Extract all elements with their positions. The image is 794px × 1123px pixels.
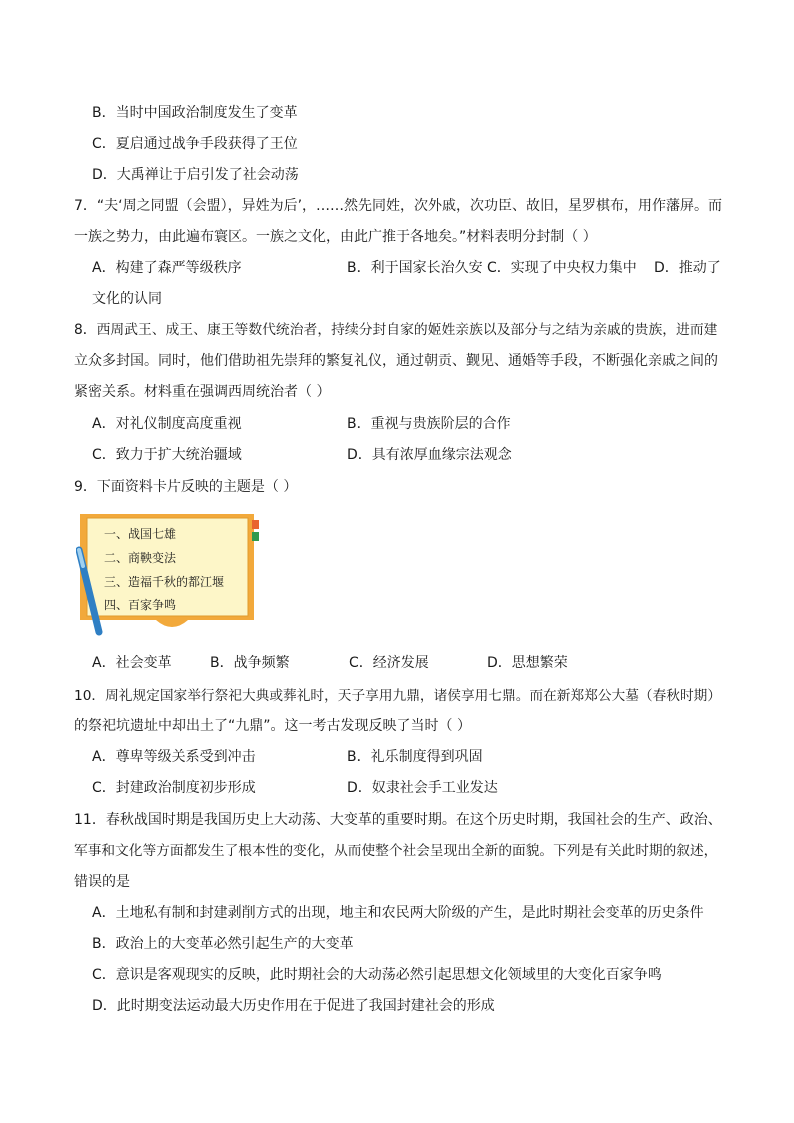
q10-option-b: B．礼乐制度得到巩固	[347, 749, 483, 765]
q10-option-d: D．奴隶社会手工业发达	[347, 780, 498, 796]
q11-option-c: C．意识是客观现实的反映，此时期社会的大动荡必然引起思想文化领域里的大变化百家争鸣	[92, 967, 662, 983]
card-item-3: 三、造福千秋的都江堰	[104, 575, 225, 589]
q6-option-b: B．当时中国政治制度发生了变革	[92, 105, 298, 121]
q11-stem-line-3: 错误的是	[74, 874, 130, 890]
q10-stem-line-1: 10．周礼规定国家举行祭祀大典或葬礼时，天子享用九鼎，诸侯享用七鼎。而在新郑郑公大墓（春秋时期）	[74, 688, 722, 704]
q6-option-c: C．夏启通过战争手段获得了王位	[92, 136, 298, 152]
q8-option-a: A．对礼仪制度高度重视	[92, 416, 242, 432]
q7-option-b: B．利于国家长治久安	[347, 260, 483, 276]
q9-option-c: C．经济发展	[349, 655, 429, 671]
q8-stem-line-1: 8．西周武王、成王、康王等数代统治者，持续分封自家的姬姓亲族以及部分与之结为亲戚的贵族，进而建	[74, 322, 718, 338]
bookmark-tab-green	[252, 532, 259, 541]
q9-stem: 9．下面资料卡片反映的主题是（ ）	[74, 479, 298, 495]
q11-stem-line-2: 军事和文化等方面都发生了根本性的变化，从而使整个社会呈现出全新的面貌。下列是有关此时期的叙述，	[74, 843, 718, 859]
q10-option-c: C．封建政治制度初步形成	[92, 780, 256, 796]
q7-option-a: A．构建了森严等级秩序	[92, 260, 242, 276]
q11-option-b: B．政治上的大变革必然引起生产的大变革	[92, 936, 354, 952]
q8-option-c: C．致力于扩大统治疆域	[92, 447, 242, 463]
q10-option-a: A．尊卑等级关系受到冲击	[92, 749, 256, 765]
q7-stem-line-2: 一族之势力，由此遍布寰区。一族之文化，由此广推于各地矣。”材料表明分封制（ ）	[74, 229, 597, 245]
data-card-figure	[76, 508, 262, 638]
q11-stem-line-1: 11．春秋战国时期是我国历史上大动荡、大变革的重要时期。在这个历史时期，我国社会的生产、政治、	[74, 812, 722, 828]
q7-option-d-continued: 文化的认同	[92, 291, 162, 307]
card-item-2: 二、商鞅变法	[104, 551, 177, 565]
q8-option-b: B．重视与贵族阶层的合作	[347, 416, 511, 432]
q8-option-d: D．具有浓厚血缘宗法观念	[347, 447, 512, 463]
q8-stem-line-3: 紧密关系。材料重在强调西周统治者（ ）	[74, 384, 331, 400]
card-item-4: 四、百家争鸣	[104, 598, 177, 612]
q7-option-d: D．推动了	[654, 260, 721, 276]
q7-option-c: C．实现了中央权力集中	[487, 260, 637, 276]
q11-option-a: A．土地私有制和封建剥削方式的出现，地主和农民两大阶级的产生，是此时期社会变革的历史条件	[92, 905, 704, 921]
q9-option-d: D．思想繁荣	[487, 655, 568, 671]
q6-option-d: D．大禹禅让于启引发了社会动荡	[92, 167, 299, 183]
q11-option-d: D．此时期变法运动最大历史作用在于促进了我国封建社会的形成	[92, 998, 495, 1014]
q7-stem-line-1: 7．“夫‘周之同盟（会盟），异姓为后’，……然先同姓，次外戚，次功臣、故旧，星罗棋布，用作藩屏。而	[74, 198, 723, 214]
bookmark-tab-orange	[252, 520, 259, 529]
q9-option-b: B．战争频繁	[210, 655, 290, 671]
q10-stem-line-2: 的祭祀坑遗址中却出土了“九鼎”。这一考古发现反映了当时（ ）	[74, 718, 471, 734]
q9-option-a: A．社会变革	[92, 655, 172, 671]
q8-stem-line-2: 立众多封国。同时，他们借助祖先崇拜的繁复礼仪，通过朝贡、觐见、通婚等手段，不断强化亲戚之间的	[74, 353, 718, 369]
card-item-1: 一、战国七雄	[104, 527, 177, 541]
